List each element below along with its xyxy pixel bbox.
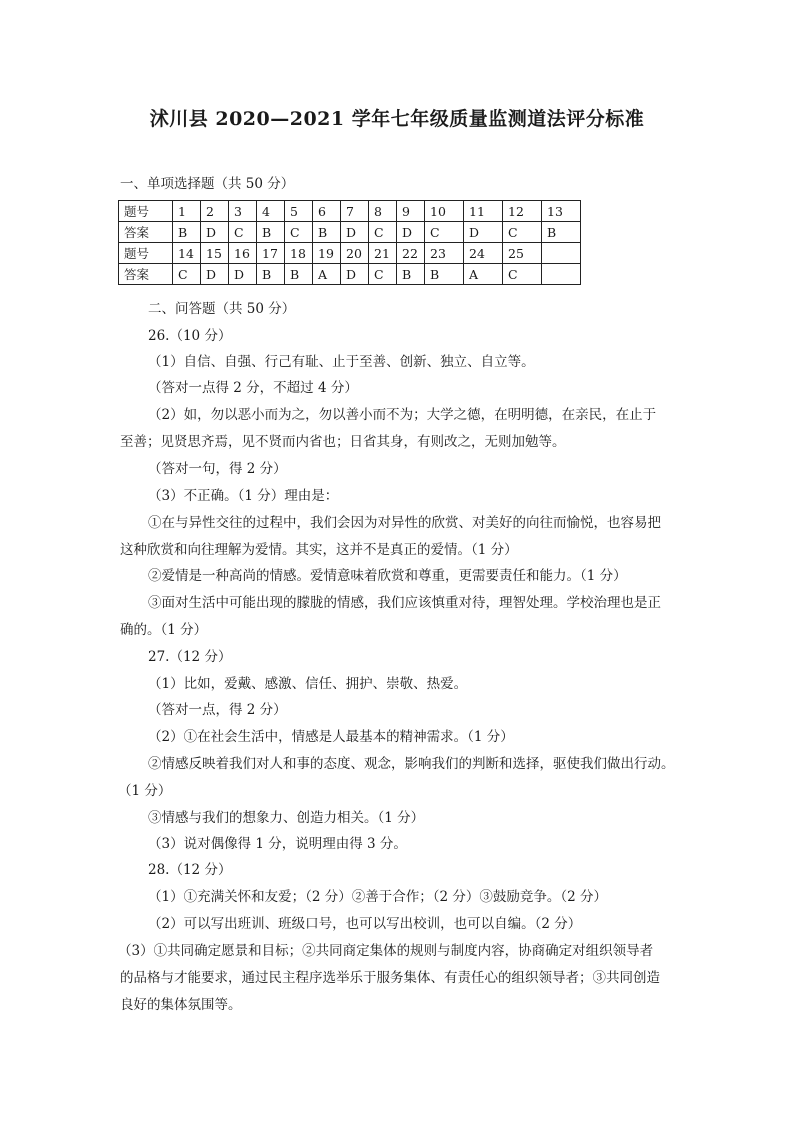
table-cell: 16 [229,243,257,264]
row-label: 题号 [119,201,173,222]
row-label: 答案 [119,264,173,285]
q26-part3-reason3-cont: 确的。（1 分） [120,622,208,638]
row-label: 答案 [119,222,173,243]
page-title: 沭川县 2020—2021 学年七年级质量监测道法评分标准 [149,108,645,130]
table-cell: C [503,264,542,285]
q28-part1-answer: （1）①充满关怀和友爱；（2 分）②善于合作；（2 分）③鼓励竞争。（2 分） [148,889,607,905]
table-cell: D [201,264,229,285]
q26-part3-reason1: ①在与异性交往的过程中，我们会因为对异性的欣赏、对美好的向往而愉悦，也容易把 [148,515,661,531]
table-cell: C [285,222,313,243]
q27-part1-answer: （1）比如，爱戴、感激、信任、拥护、崇敬、热爱。 [148,676,468,692]
table-cell: 6 [313,201,341,222]
answer-table [118,200,581,285]
q26-part1-scoring: （答对一点得 2 分，不超过 4 分） [148,380,358,396]
table-cell: C [369,264,397,285]
table-cell: 5 [285,201,313,222]
table-cell: 20 [341,243,369,264]
table-cell: A [313,264,341,285]
table-cell: B [313,222,341,243]
q27-part2-point2-cont: （1 分） [118,783,172,799]
section2-heading: 二、问答题（共 50 分） [148,301,296,317]
q28-heading: 28.（12 分） [148,862,232,878]
table-cell: 8 [369,201,397,222]
q26-part3-reason2: ②爱情是一种高尚的情感。爱情意味着欣赏和尊重，更需要责任和能力。（1 分） [148,568,627,584]
table-cell: 10 [425,201,464,222]
table-cell: D [229,264,257,285]
table-cell: B [285,264,313,285]
q27-part2-point3: ③情感与我们的想象力、创造力相关。（1 分） [148,810,425,826]
table-cell: A [464,264,503,285]
table-cell: D [341,222,369,243]
q26-part2-answer-cont: 至善；见贤思齐焉，见不贤而内省也；日省其身，有则改之，无则加勉等。 [120,434,566,450]
table-cell: B [173,222,201,243]
q27-part1-scoring: （答对一点，得 2 分） [148,702,287,718]
table-cell: 17 [257,243,285,264]
table-row [119,264,581,285]
table-cell: 1 [173,201,201,222]
table-cell: 23 [425,243,464,264]
q28-part2-answer: （2）可以写出班训、班级口号，也可以写出校训，也可以自编。（2 分） [148,916,582,932]
table-cell: 18 [285,243,313,264]
q27-heading: 27.（12 分） [148,649,232,665]
table-cell: 15 [201,243,229,264]
table-cell: 2 [201,201,229,222]
q26-part3-answer: （3）不正确。（1 分）理由是： [148,488,339,504]
table-cell: 13 [542,201,581,222]
q28-part3-answer-cont2: 良好的集体氛围等。 [120,997,242,1013]
table-cell: 21 [369,243,397,264]
table-cell: 3 [229,201,257,222]
table-row [119,243,581,264]
q28-part3-answer-cont: 的品格与才能要求，通过民主程序选举乐于服务集体、有责任心的组织领导者；③共同创造 [120,970,660,986]
section1-heading: 一、单项选择题（共 50 分） [120,176,295,192]
table-cell: D [464,222,503,243]
table-cell: 24 [464,243,503,264]
q26-part3-reason1-cont: 这种欣赏和向往理解为爱情。其实，这并不是真正的爱情。（1 分） [120,542,518,558]
q26-heading: 26.（10 分） [148,328,232,344]
table-cell: B [397,264,425,285]
table-cell: C [173,264,201,285]
table-cell [542,243,581,264]
table-cell [542,264,581,285]
q26-part3-reason3: ③面对生活中可能出现的朦胧的情感，我们应该慎重对待，理智处理。学校治理也是正 [148,595,661,611]
table-cell: B [542,222,581,243]
table-cell: 4 [257,201,285,222]
table-cell: D [341,264,369,285]
table-row [119,201,581,222]
table-cell: 25 [503,243,542,264]
q26-part1-answer: （1）自信、自强、行己有耻、止于至善、创新、独立、自立等。 [148,354,535,370]
table-cell: 11 [464,201,503,222]
table-cell: D [397,222,425,243]
table-cell: B [257,264,285,285]
table-cell: 9 [397,201,425,222]
table-cell: C [229,222,257,243]
table-cell: 22 [397,243,425,264]
table-cell: C [503,222,542,243]
table-cell: B [425,264,464,285]
table-cell: D [201,222,229,243]
table-cell: B [257,222,285,243]
table-row [119,222,581,243]
q28-part3-answer: （3）①共同确定愿景和目标；②共同商定集体的规则与制度内容，协商确定对组织领导者 [118,943,654,959]
q27-part3-answer: （3）说对偶像得 1 分，说明理由得 3 分。 [148,836,407,852]
table-cell: 19 [313,243,341,264]
table-cell: 12 [503,201,542,222]
table-cell: C [369,222,397,243]
q27-part2-point1: （2）①在社会生活中，情感是人最基本的精神需求。（1 分） [148,729,514,745]
table-cell: 14 [173,243,201,264]
table-cell: C [425,222,464,243]
q26-part2-scoring: （答对一句，得 2 分） [148,461,287,477]
q26-part2-answer: （2）如，勿以恶小而为之，勿以善小而不为；大学之德，在明明德，在亲民，在止于 [148,407,657,423]
table-cell: 7 [341,201,369,222]
row-label: 题号 [119,243,173,264]
q27-part2-point2: ②情感反映着我们对人和事的态度、观念，影响我们的判断和选择，驱使我们做出行动。 [148,756,675,772]
